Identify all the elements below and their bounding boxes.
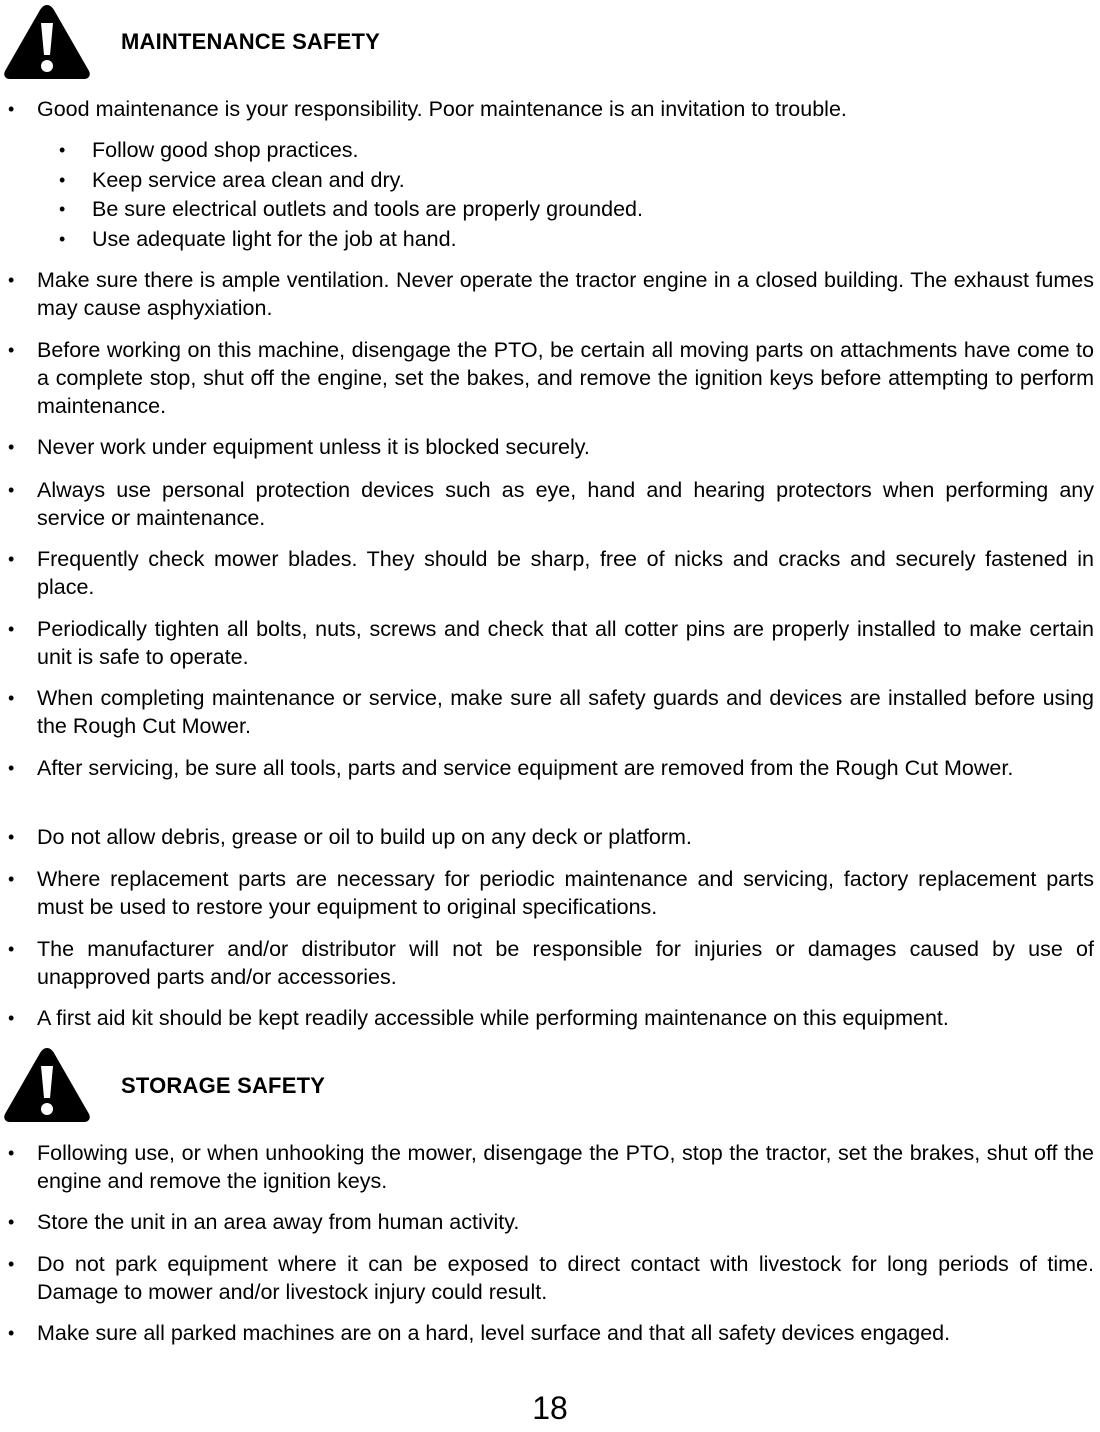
maintenance-item-0 <box>0 266 1100 322</box>
storage-item-2 <box>0 1250 1100 1306</box>
list-item-text: Where replacement parts are necessary for periodic maintenance and servicing, factory replacement parts must be used to restore your equipment to original specifications. <box>37 867 1094 919</box>
list-item <box>0 336 1100 420</box>
maintenance-item-11 <box>0 1004 1100 1032</box>
bullet-glyph: • <box>59 169 66 190</box>
bullet-glyph: • <box>8 1323 15 1343</box>
list-item-text: The manufacturer and/or distributor will not be responsible for injuries or damages caused by use of unapproved parts and/or accessories. <box>37 937 1094 989</box>
list-item <box>0 266 1100 322</box>
maintenance-item-2 <box>0 433 1100 461</box>
section-title-maintenance: MAINTENANCE SAFETY <box>121 29 381 54</box>
bullet-glyph: • <box>59 228 66 249</box>
list-item-text: Never work under equipment unless it is blocked securely. <box>37 435 590 459</box>
storage-item-1 <box>0 1208 1100 1236</box>
list-item-text: Before working on this machine, disengage the PTO, be certain all moving parts on attachments have come to a complete stop, shut off the engine, set the bakes, and remove the ignition keys before attempting to perform maintenance. <box>37 338 1094 418</box>
bullet-glyph: • <box>8 1008 15 1028</box>
list-item-text: Frequently check mower blades. They should be sharp, free of nicks and cracks and securely fastened in place. <box>37 547 1094 599</box>
sub-list-item <box>0 166 1100 196</box>
bullet-glyph: • <box>8 1254 15 1274</box>
maintenance-item-6 <box>0 684 1100 740</box>
list-item-text: When completing maintenance or service, make sure all safety guards and devices are installed before using the Rough Cut Mower. <box>37 686 1094 738</box>
list-item <box>0 1139 1100 1195</box>
list-item <box>0 865 1100 921</box>
list-item-text: Always use personal protection devices such as eye, hand and hearing protectors when performing any service or maintenance. <box>37 478 1094 530</box>
list-item-text: Make sure all parked machines are on a hard, level surface and that all safety devices engaged. <box>37 1321 951 1345</box>
list-item-text: Do not allow debris, grease or oil to build up on any deck or platform. <box>37 825 692 849</box>
maintenance-item-8 <box>0 823 1100 851</box>
bullet-glyph: • <box>59 140 66 160</box>
maintenance-header <box>0 1 1100 81</box>
section-title-storage: STORAGE SAFETY <box>121 1073 326 1098</box>
bullet-glyph: • <box>8 758 15 778</box>
sub-list-item-text: Follow good shop practices. <box>92 138 359 162</box>
bullet-glyph: • <box>8 827 15 847</box>
sub-list-item-text: Keep service area clean and dry. <box>92 167 405 192</box>
warning-icon <box>2 1 92 81</box>
bullet-glyph: • <box>8 869 15 889</box>
list-item <box>0 615 1100 671</box>
maintenance-item-1 <box>0 336 1100 420</box>
list-item-text: Good maintenance is your responsibility. Poor maintenance is an invitation to trouble. <box>37 97 847 121</box>
list-item-text: Make sure there is ample ventilation. Never operate the tractor engine in a closed building. The exhaust fumes may cause asphyxiation. <box>37 268 1094 320</box>
list-item-text: After servicing, be sure all tools, parts and service equipment are removed from the Rough Cut Mower. <box>37 756 1014 780</box>
maintenance-item-9 <box>0 865 1100 921</box>
list-item <box>0 95 1100 123</box>
list-item-text: Do not park equipment where it can be exposed to direct contact with livestock for long periods of time. Damage to mower and/or livestock injury could result. <box>37 1252 1094 1304</box>
list-item-text: A first aid kit should be kept readily accessible while performing maintenance on this equipment. <box>37 1006 949 1030</box>
bullet-glyph: • <box>8 1143 15 1163</box>
bullet-glyph: • <box>59 199 66 219</box>
list-item <box>0 935 1100 991</box>
sub-list-item-text: Be sure electrical outlets and tools are properly grounded. <box>92 197 643 221</box>
page-number: 18 <box>532 1390 568 1426</box>
list-item <box>0 1208 1100 1236</box>
maintenance-sub-list <box>0 136 1100 254</box>
bullet-glyph: • <box>8 549 15 569</box>
bullet-glyph: • <box>8 688 15 708</box>
bullet-glyph: • <box>8 437 15 457</box>
list-item-text: Following use, or when unhooking the mower, disengage the PTO, stop the tractor, set the brakes, shut off the engine and remove the ignition keys. <box>37 1141 1094 1193</box>
bullet-glyph: • <box>8 270 15 290</box>
list-item <box>0 1250 1100 1306</box>
sub-list-item <box>0 225 1100 255</box>
bullet-glyph: • <box>8 340 15 360</box>
list-item <box>0 823 1100 851</box>
maintenance-item-4 <box>0 545 1100 601</box>
sub-list-item <box>0 195 1100 225</box>
list-item <box>0 1004 1100 1032</box>
bullet-glyph: • <box>8 619 15 639</box>
list-item <box>0 433 1100 461</box>
list-item <box>0 1319 1100 1347</box>
warning-icon <box>2 1044 92 1124</box>
list-item-text: Periodically tighten all bolts, nuts, screws and check that all cotter pins are properly installed to make certain unit is safe to operate. <box>37 617 1094 669</box>
bullet-glyph: • <box>8 939 15 959</box>
list-item <box>0 754 1100 782</box>
maintenance-item-7 <box>0 754 1100 782</box>
storage-header <box>0 1044 1100 1124</box>
sub-list-item-text: Use adequate light for the job at hand. <box>92 226 457 251</box>
bullet-glyph: • <box>8 480 15 500</box>
bullet-glyph: • <box>8 1212 15 1232</box>
list-item <box>0 545 1100 601</box>
list-item <box>0 476 1100 532</box>
maintenance-item-10 <box>0 935 1100 991</box>
list-item-text: Store the unit in an area away from human activity. <box>37 1210 520 1234</box>
maintenance-intro-block <box>0 95 1100 123</box>
sub-list-item <box>0 136 1100 166</box>
storage-item-0 <box>0 1139 1100 1195</box>
maintenance-item-5 <box>0 615 1100 671</box>
bullet-glyph: • <box>8 99 15 119</box>
storage-item-3 <box>0 1319 1100 1347</box>
maintenance-item-3 <box>0 476 1100 532</box>
list-item <box>0 684 1100 740</box>
